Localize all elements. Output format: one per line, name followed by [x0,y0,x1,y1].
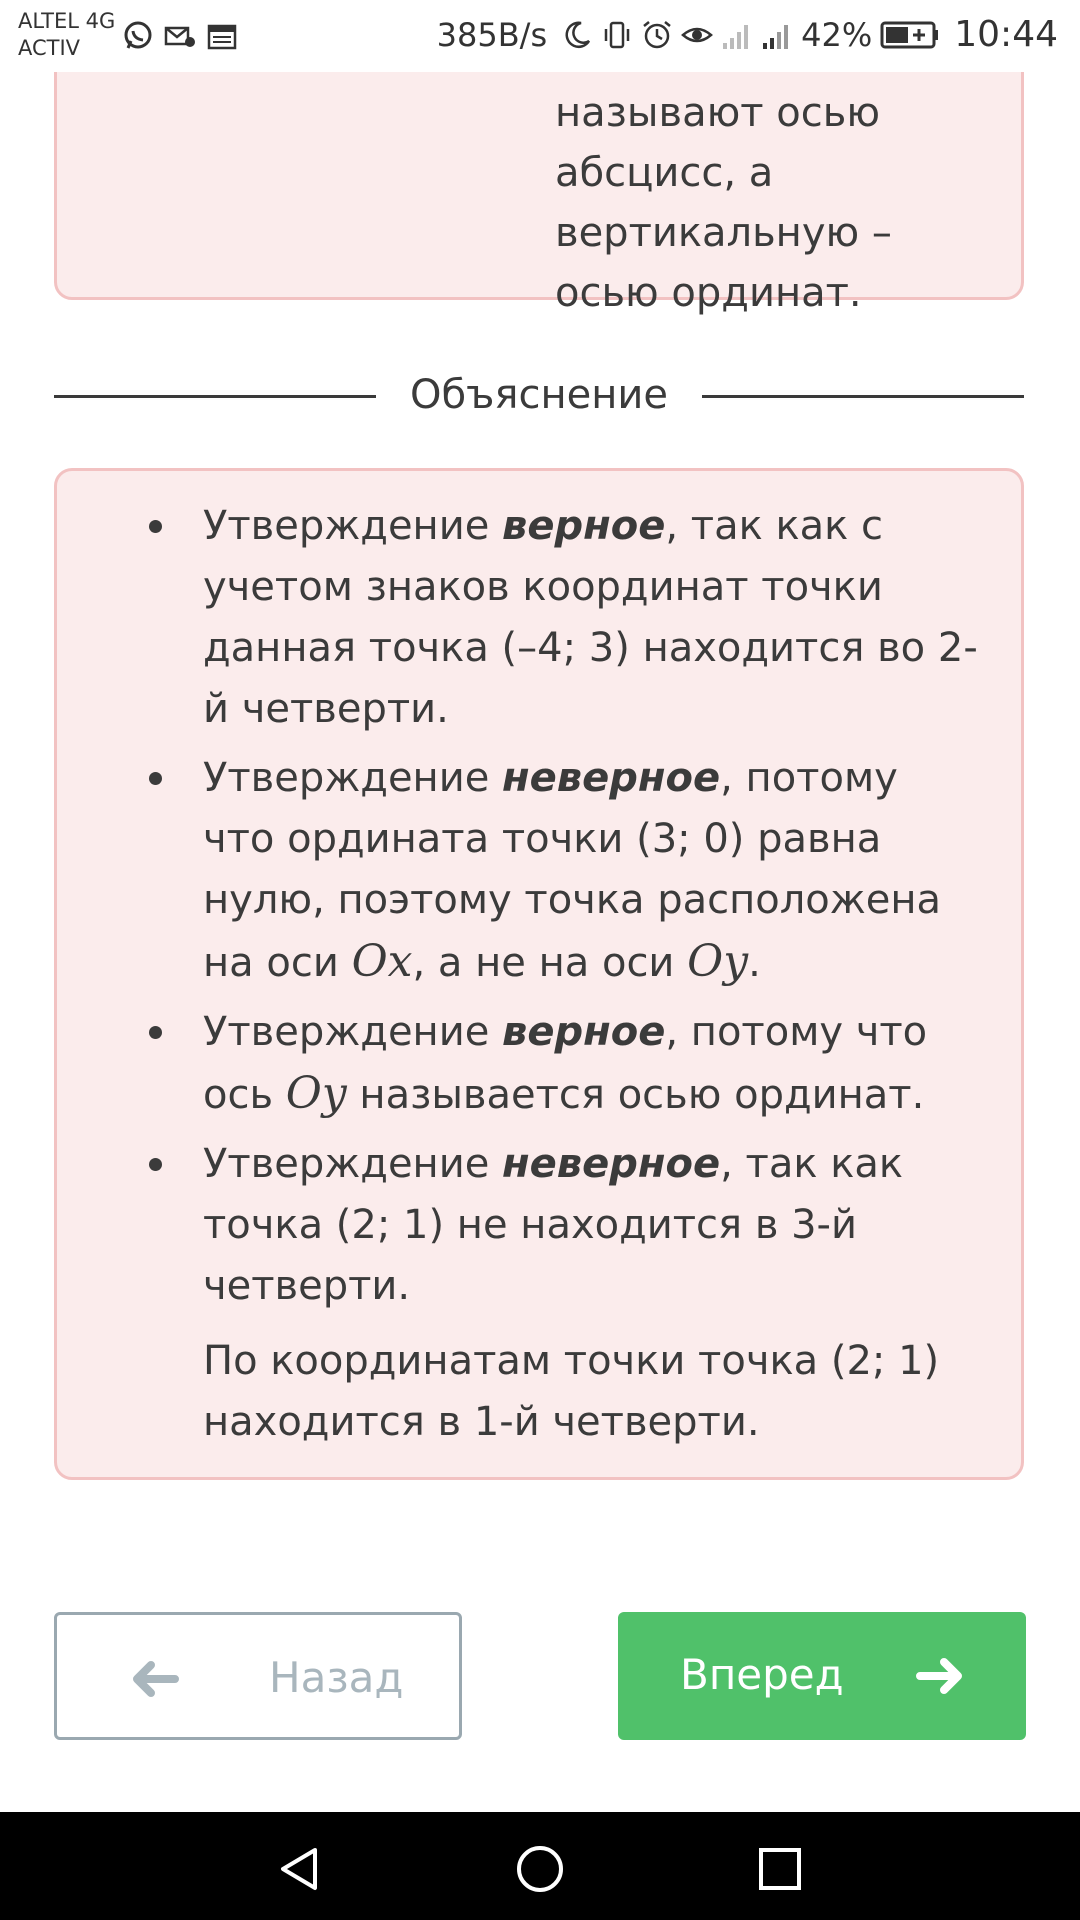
statement-verdict: верное [502,1009,666,1055]
list-item [57,1134,1021,1317]
nav-back-icon[interactable] [275,1844,325,1894]
statement-reason: , потому что ордината точки (3; 0) равна нулю, поэтому точка расположена на оси [203,755,942,986]
forward-button-label: Вперед [680,1650,844,1699]
divider-line-left [54,395,376,398]
arrow-right-icon [916,1656,966,1696]
whatsapp-icon [122,20,154,52]
list-item [57,496,1021,740]
eye-icon [681,19,713,51]
statement-reason: , потому что ось [203,1009,928,1118]
explanation-divider [54,365,1024,425]
moon-icon [561,19,593,51]
statement-verdict: верное [502,503,666,549]
statement-reason-mid: , а не на оси [412,940,688,986]
forward-button[interactable] [618,1612,1026,1740]
statement-prefix: Утверждение [203,755,503,801]
back-button-label: Назад [269,1653,404,1702]
explanation-card [54,468,1024,1480]
bullet-icon [149,520,162,533]
statement-prefix: Утверждение [203,1141,503,1187]
bullet-icon [149,1026,162,1039]
math-oy: Oy [285,1068,347,1119]
battery-percent: 42% [801,15,873,54]
mail-icon [164,20,196,52]
alarm-icon [641,19,673,51]
bullet-icon [149,1158,162,1171]
network-speed: 385B/s [436,15,548,54]
statement-end: называется осью ординат. [346,1072,925,1118]
nav-recents-icon[interactable] [755,1844,805,1894]
statement-verdict: неверное [502,755,721,801]
math-ox: Ox [351,936,413,987]
clock: 10:44 [954,14,1058,55]
statement-prefix: Утверждение [203,1009,503,1055]
back-button[interactable] [54,1612,462,1740]
carrier-line1: ALTEL 4G [18,9,116,33]
calendar-icon [206,20,238,52]
statement-end: . [748,940,761,986]
explanation-heading: Объяснение [410,372,668,418]
bullet-icon [149,772,162,785]
divider-line-right [702,395,1024,398]
status-bar [0,0,1080,72]
battery-icon [880,20,940,50]
statement-reason: , так как с учетом знаков координат точки данная точка (–4; 3) находится во 2-й четверти. [203,503,978,732]
status-right [437,14,1058,55]
math-oy: Oy [687,936,749,987]
system-nav-bar [0,1812,1080,1920]
explanation-note: По координатам точки точка (2; 1) находится в 1-й четверти. [203,1338,940,1445]
statement-prefix: Утверждение [203,503,503,549]
list-item [57,748,1021,994]
signal-icon [761,19,793,51]
list-item [57,1002,1021,1126]
carrier-name [18,8,115,62]
signal-icon [721,19,753,51]
vibrate-icon [601,19,633,51]
answer-text: называют осью абсцисс, а вертикальную – осью ординат. [555,90,892,316]
explanation-list [57,496,1021,1325]
nav-home-icon[interactable] [515,1844,565,1894]
statement-verdict: неверное [502,1141,721,1187]
answer-card [54,40,1024,316]
carrier-line2: ACTIV [18,36,81,60]
arrow-left-icon [129,1659,179,1699]
notification-icons [122,20,238,52]
statement-reason: , так как точка (2; 1) не находится в 3-й четверти. [203,1141,904,1309]
